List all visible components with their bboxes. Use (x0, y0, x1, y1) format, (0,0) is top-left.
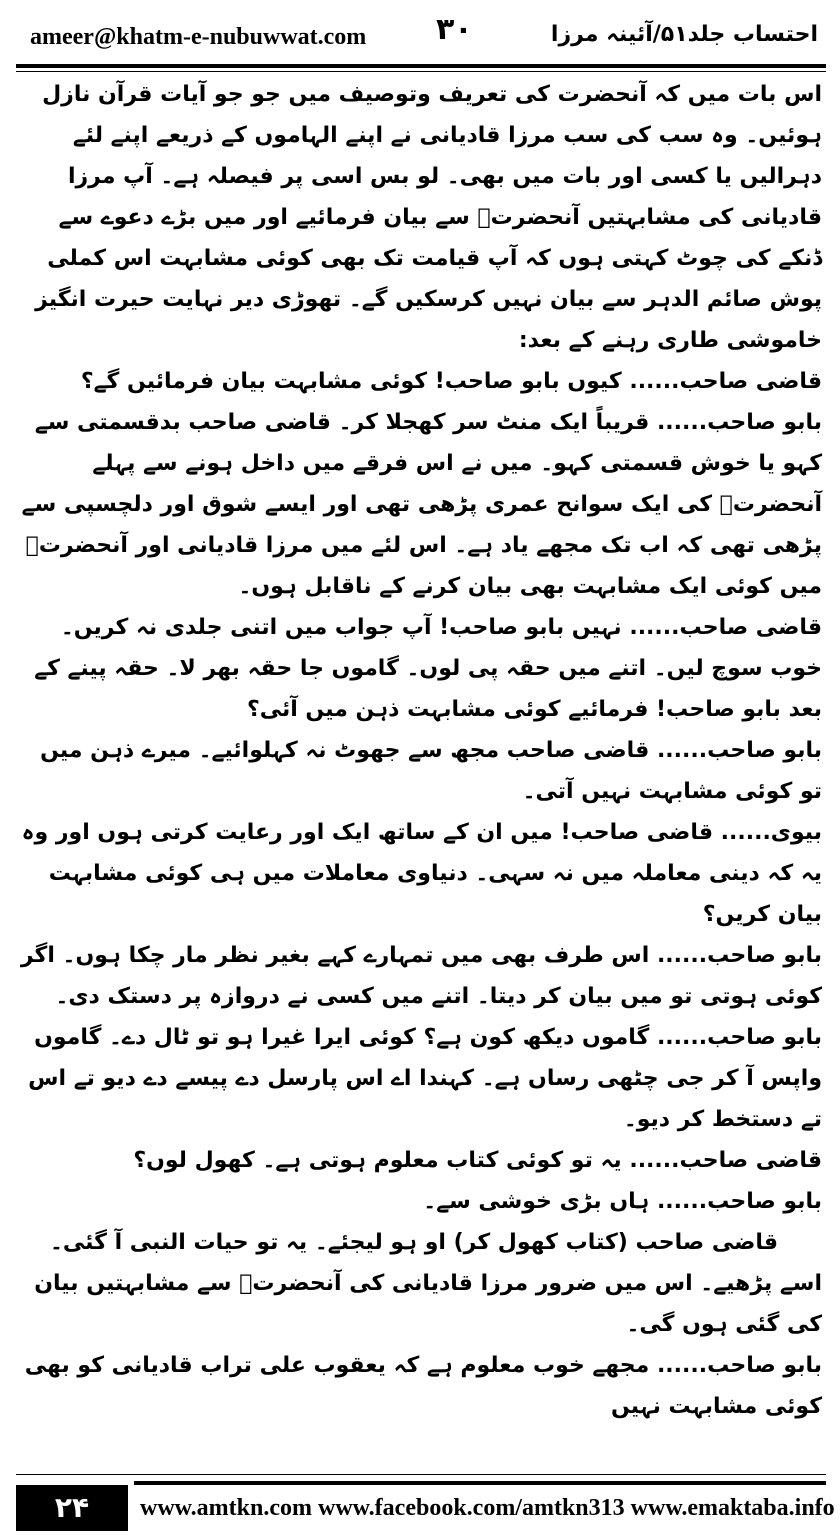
dialogue-speaker: بابو صاحب...... (656, 943, 822, 968)
dialogue-line (20, 1181, 822, 1222)
dialogue-text: یہ تو کوئی کتاب معلوم ہوتی ہے۔ کھول لوں؟ (133, 1148, 622, 1173)
dialogue-text: کیوں بابو صاحب! کوئی مشابہت بیان فرمائیں گے؟ (80, 369, 622, 394)
footer-page-number: ۲۴ (16, 1485, 128, 1531)
dialogue-line (20, 1140, 822, 1181)
dialogue-text: نہیں بابو صاحب! آپ جواب میں اتنی جلدی نہ کریں۔ خوب سوچ لیں۔ اتنے میں حقہ پی لوں۔ گاموں جا حقہ بھر لا۔ حقہ پینے کے بعد بابو صاحب! فرمائیے کوئی مشابہت ذہن میں آئی؟ (34, 615, 822, 722)
footer-links: www.amtkn.com www.facebook.com/amtkn313 www.emaktaba.info (140, 1495, 835, 1521)
page-footer (16, 1474, 835, 1533)
dialogue-text: مجھے خوب معلوم ہے کہ یعقوب علی تراب قادیانی کو بھی کوئی مشابہت نہیں (24, 1353, 822, 1419)
dialogue-speaker: بابو صاحب...... (656, 1353, 822, 1378)
dialogue-line (20, 935, 822, 1017)
dialogue-text: قریباً ایک منٹ سر کھجلا کر۔ قاضی صاحب بدقسمتی سے کہو یا خوش قسمتی کہو۔ میں نے اس فرقے میں داخل ہونے سے پہلے آنحضرتؐ کی ایک سوانح عمری پڑھی تھی اور ایسے شوق اور دلچسپی سے پڑھی تھی کہ اب تک مجھے یاد ہے۔ اس لئے میں مرزا قادیانی اور آنحضرتؐ میں کوئی ایک مشابہت بھی بیان کرنے کے ناقابل ہوں۔ (21, 410, 822, 599)
dialogue-line (20, 402, 822, 607)
dialogue-speaker: بابو صاحب...... (656, 410, 822, 435)
paragraph-book: قاضی صاحب (کتاب کھول کر) او ہو لیجئے۔ یہ تو حیات النبی آ گئی۔ اسے پڑھیے۔ اس میں ضرور مرزا قادیانی کی آنحضرتؐ سے مشابہتیں بیان کی گئی ہوں گی۔ (34, 1230, 822, 1337)
dialogue-speaker: قاضی صاحب...... (629, 1148, 822, 1173)
paragraph-intro: اس بات میں کہ آنحضرت کی تعریف وتوصیف میں جو جو آیات قرآن نازل ہوئیں۔ وہ سب کی سب مرزا قادیانی نے اپنے الہاموں کے ذریعے اپنے لئے دہرالیں یا کسی اور بات میں بھی۔ لو بس اسی پر فیصلہ ہے۔ آپ مرزا قادیانی کی مشابہتیں آنحضرتؐ سے بیان فرمائیے اور میں بڑے دعوے سے ڈنکے کی چوٹ کہتی ہوں کہ آپ قیامت تک بھی کوئی مشابہت اس کملی پوش صائم الدہر سے بیان نہیں کرسکیں گے۔ تھوڑی دیر نہایت حیرت انگیز خاموشی طاری رہنے کے بعد: (35, 82, 822, 353)
dialogue-text: اس طرف بھی میں تمہارے کہے بغیر نظر مار چکا ہوں۔ اگر کوئی ہوتی تو میں بیان کر دیتا۔ اتنے میں کسی نے دروازہ پر دستک دی۔ (20, 943, 822, 1009)
dialogue-speaker: قاضی صاحب...... (629, 369, 822, 394)
dialogue-text: گاموں دیکھ کون ہے؟ کوئی ایرا غیرا ہو تو ٹال دے۔ گاموں واپس آ کر جی چٹھی رساں ہے۔ کہندا اے اس پارسل دے پیسے دے دیو تے اس تے دستخط کر دیو۔ (28, 1025, 822, 1132)
dialogue-speaker: بابو صاحب...... (656, 738, 822, 763)
dialogue-speaker: بیوی...... (720, 820, 822, 845)
header-book-title: احتساب جلد۵۱/آئینہ مرزا (550, 22, 818, 47)
header-rule (16, 64, 826, 72)
footer-rule (134, 1481, 826, 1485)
dialogue-speaker: قاضی صاحب...... (629, 615, 822, 640)
dialogue-line (20, 361, 822, 402)
dialogue-speaker: بابو صاحب...... (656, 1189, 822, 1214)
dialogue-text: قاضی صاحب! میں ان کے ساتھ ایک اور رعایت کرتی ہوں اور وہ یہ کہ دینی معاملہ میں نہ سہی۔ دنیاوی معاملات میں ہی کوئی مشابہت بیان کریں؟ (21, 820, 822, 927)
dialogue-line (20, 607, 822, 730)
page-header (16, 10, 824, 66)
dialogue-line (20, 1017, 822, 1140)
dialogue-line (20, 730, 822, 812)
header-email: ameer@khatm-e-nubuwwat.com (30, 24, 367, 50)
dialogue-speaker: بابو صاحب...... (656, 1025, 822, 1050)
page-body (20, 74, 822, 1454)
dialogue-line (20, 812, 822, 935)
dialogue-text: قاضی صاحب مجھ سے جھوٹ نہ کہلوائیے۔ میرے ذہن میں تو کوئی مشابہت نہیں آتی۔ (40, 738, 822, 804)
header-page-number: ۳۰ (436, 12, 473, 47)
dialogue-text: ہاں بڑی خوشی سے۔ (423, 1189, 650, 1214)
dialogue-line (20, 1345, 822, 1427)
